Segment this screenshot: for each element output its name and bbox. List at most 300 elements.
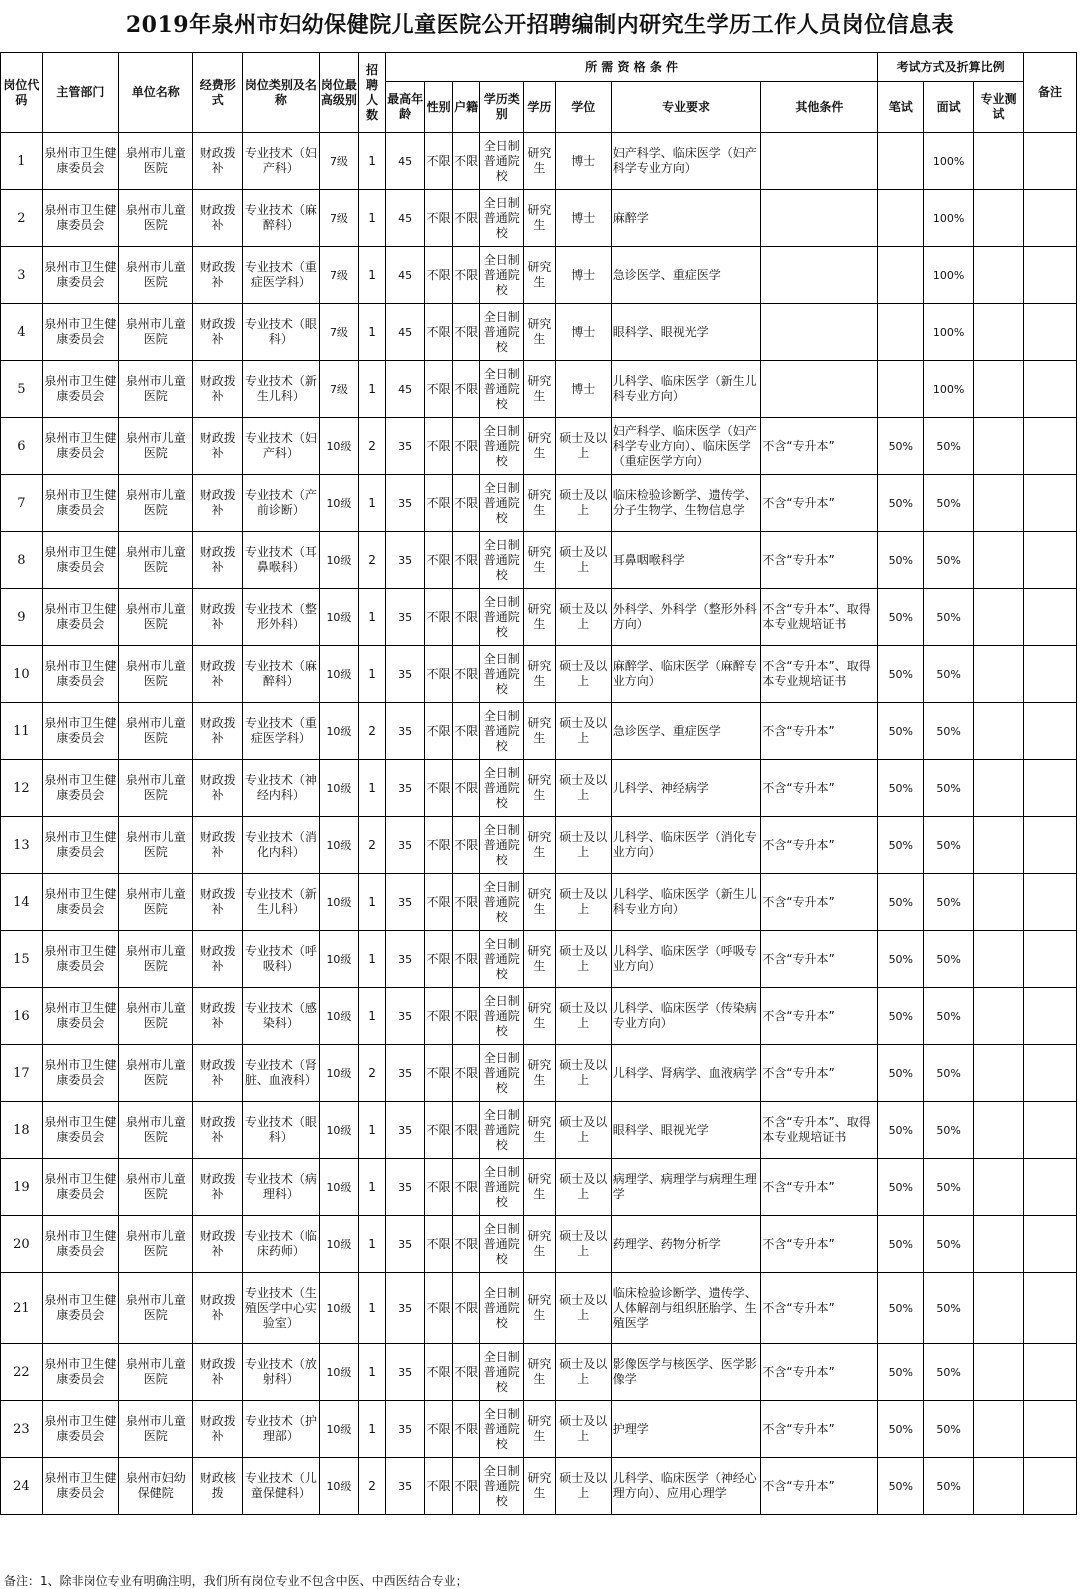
cell-post-code: 11	[1, 703, 43, 760]
cell-degree: 硕士及以上	[555, 1458, 611, 1515]
cell-post-name: 专业技术（新生儿科）	[243, 361, 319, 418]
cell-written-ratio: 50%	[878, 1401, 924, 1458]
cell-hire-count: 1	[359, 1216, 385, 1273]
cell-edu-type: 全日制普通院校	[480, 1273, 524, 1344]
table-row	[1, 418, 1077, 475]
cell-post-name: 专业技术（放射科）	[243, 1344, 319, 1401]
cell-degree: 硕士及以上	[555, 1216, 611, 1273]
cell-hukou: 不限	[452, 760, 479, 817]
cell-remark	[1023, 1045, 1076, 1102]
cell-written-ratio: 50%	[878, 1102, 924, 1159]
cell-edu-type: 全日制普通院校	[480, 361, 524, 418]
cell-written-ratio: 50%	[878, 1045, 924, 1102]
cell-skill-test	[974, 1458, 1024, 1515]
cell-remark	[1023, 646, 1076, 703]
cell-max-level: 7级	[319, 247, 359, 304]
cell-remark	[1023, 760, 1076, 817]
cell-interview-ratio: 50%	[924, 1344, 974, 1401]
cell-education: 研究生	[524, 361, 556, 418]
cell-hire-count: 1	[359, 1159, 385, 1216]
cell-other-conditions: 不含“专升本”	[761, 703, 878, 760]
cell-major: 妇产科学、临床医学（妇产科学专业方向）、临床医学（重症医学方向）	[611, 418, 761, 475]
cell-max-level: 10级	[319, 475, 359, 532]
cell-remark	[1023, 1458, 1076, 1515]
cell-max-level: 7级	[319, 190, 359, 247]
cell-funding: 财政拨补	[193, 589, 243, 646]
cell-degree: 硕士及以上	[555, 589, 611, 646]
cell-interview-ratio: 100%	[924, 247, 974, 304]
table-row	[1, 1159, 1077, 1216]
cell-unit-name: 泉州市儿童医院	[119, 1102, 193, 1159]
cell-funding: 财政拨补	[193, 1045, 243, 1102]
cell-other-conditions	[761, 361, 878, 418]
cell-hukou: 不限	[452, 361, 479, 418]
cell-max-level: 10级	[319, 817, 359, 874]
cell-post-name: 专业技术（妇产科）	[243, 133, 319, 190]
cell-unit-name: 泉州市儿童医院	[119, 1216, 193, 1273]
cell-post-code: 18	[1, 1102, 43, 1159]
col-header-skill-test: 专业测试	[974, 82, 1024, 133]
cell-hukou: 不限	[452, 874, 479, 931]
cell-edu-type: 全日制普通院校	[480, 247, 524, 304]
cell-gender: 不限	[425, 361, 452, 418]
cell-degree: 博士	[555, 247, 611, 304]
cell-written-ratio: 50%	[878, 760, 924, 817]
cell-post-name: 专业技术（耳鼻喉科）	[243, 532, 319, 589]
cell-post-name: 专业技术（儿童保健科）	[243, 1458, 319, 1515]
cell-department: 泉州市卫生健康委员会	[42, 1159, 118, 1216]
cell-funding: 财政拨补	[193, 418, 243, 475]
cell-remark	[1023, 931, 1076, 988]
cell-post-name: 专业技术（重症医学科）	[243, 247, 319, 304]
cell-education: 研究生	[524, 931, 556, 988]
table-row	[1, 931, 1077, 988]
cell-post-code: 23	[1, 1401, 43, 1458]
cell-department: 泉州市卫生健康委员会	[42, 1102, 118, 1159]
cell-major: 儿科学、临床医学（神经心理方向）、应用心理学	[611, 1458, 761, 1515]
cell-department: 泉州市卫生健康委员会	[42, 1458, 118, 1515]
cell-department: 泉州市卫生健康委员会	[42, 1045, 118, 1102]
cell-funding: 财政拨补	[193, 703, 243, 760]
cell-funding: 财政拨补	[193, 1344, 243, 1401]
cell-max-age: 35	[385, 988, 425, 1045]
cell-unit-name: 泉州市儿童医院	[119, 931, 193, 988]
cell-major: 临床检验诊断学、遗传学、人体解剖与组织胚胎学、生殖医学	[611, 1273, 761, 1344]
cell-unit-name: 泉州市儿童医院	[119, 1159, 193, 1216]
cell-department: 泉州市卫生健康委员会	[42, 304, 118, 361]
cell-unit-name: 泉州市儿童医院	[119, 361, 193, 418]
cell-hukou: 不限	[452, 1273, 479, 1344]
cell-gender: 不限	[425, 304, 452, 361]
cell-other-conditions: 不含“专升本”	[761, 1401, 878, 1458]
cell-max-age: 35	[385, 1344, 425, 1401]
cell-max-age: 45	[385, 304, 425, 361]
cell-remark	[1023, 418, 1076, 475]
cell-education: 研究生	[524, 1401, 556, 1458]
cell-written-ratio: 50%	[878, 1273, 924, 1344]
cell-department: 泉州市卫生健康委员会	[42, 988, 118, 1045]
cell-max-level: 7级	[319, 133, 359, 190]
cell-gender: 不限	[425, 1401, 452, 1458]
cell-unit-name: 泉州市儿童医院	[119, 475, 193, 532]
cell-gender: 不限	[425, 760, 452, 817]
cell-post-code: 2	[1, 190, 43, 247]
cell-degree: 硕士及以上	[555, 874, 611, 931]
cell-max-age: 45	[385, 247, 425, 304]
col-header-education: 学历	[524, 82, 556, 133]
cell-hukou: 不限	[452, 190, 479, 247]
table-row	[1, 1102, 1077, 1159]
col-group-qualifications: 所 需 资 格 条 件	[385, 53, 878, 82]
cell-interview-ratio: 50%	[924, 817, 974, 874]
cell-post-code: 12	[1, 760, 43, 817]
table-row	[1, 1344, 1077, 1401]
cell-max-level: 10级	[319, 703, 359, 760]
cell-skill-test	[974, 1273, 1024, 1344]
table-row	[1, 1458, 1077, 1515]
cell-gender: 不限	[425, 1045, 452, 1102]
cell-interview-ratio: 100%	[924, 361, 974, 418]
cell-max-age: 35	[385, 1401, 425, 1458]
cell-written-ratio	[878, 190, 924, 247]
cell-hire-count: 1	[359, 190, 385, 247]
cell-edu-type: 全日制普通院校	[480, 418, 524, 475]
cell-max-level: 10级	[319, 931, 359, 988]
cell-other-conditions: 不含“专升本”	[761, 418, 878, 475]
cell-funding: 财政拨补	[193, 1159, 243, 1216]
cell-education: 研究生	[524, 418, 556, 475]
cell-interview-ratio: 50%	[924, 703, 974, 760]
cell-interview-ratio: 50%	[924, 1159, 974, 1216]
cell-written-ratio: 50%	[878, 1216, 924, 1273]
cell-max-age: 35	[385, 589, 425, 646]
cell-skill-test	[974, 304, 1024, 361]
cell-post-code: 7	[1, 475, 43, 532]
cell-funding: 财政拨补	[193, 988, 243, 1045]
cell-edu-type: 全日制普通院校	[480, 817, 524, 874]
cell-interview-ratio: 50%	[924, 1045, 974, 1102]
cell-skill-test	[974, 418, 1024, 475]
cell-education: 研究生	[524, 1159, 556, 1216]
cell-gender: 不限	[425, 931, 452, 988]
cell-interview-ratio: 50%	[924, 760, 974, 817]
cell-department: 泉州市卫生健康委员会	[42, 1401, 118, 1458]
cell-post-name: 专业技术（消化内科）	[243, 817, 319, 874]
col-header-gender: 性别	[425, 82, 452, 133]
cell-gender: 不限	[425, 475, 452, 532]
cell-edu-type: 全日制普通院校	[480, 874, 524, 931]
table-body	[1, 133, 1077, 1515]
col-header-degree: 学位	[555, 82, 611, 133]
table-row	[1, 475, 1077, 532]
cell-max-age: 35	[385, 532, 425, 589]
cell-funding: 财政拨补	[193, 931, 243, 988]
cell-post-name: 专业技术（重症医学科）	[243, 703, 319, 760]
cell-max-age: 35	[385, 760, 425, 817]
cell-post-name: 专业技术（产前诊断）	[243, 475, 319, 532]
cell-written-ratio: 50%	[878, 988, 924, 1045]
cell-hukou: 不限	[452, 304, 479, 361]
cell-degree: 硕士及以上	[555, 475, 611, 532]
cell-skill-test	[974, 589, 1024, 646]
cell-post-code: 22	[1, 1344, 43, 1401]
cell-skill-test	[974, 874, 1024, 931]
cell-written-ratio: 50%	[878, 1458, 924, 1515]
cell-hukou: 不限	[452, 703, 479, 760]
cell-gender: 不限	[425, 418, 452, 475]
table-row	[1, 1045, 1077, 1102]
cell-education: 研究生	[524, 589, 556, 646]
cell-unit-name: 泉州市儿童医院	[119, 532, 193, 589]
cell-edu-type: 全日制普通院校	[480, 760, 524, 817]
cell-max-level: 10级	[319, 646, 359, 703]
cell-interview-ratio: 50%	[924, 931, 974, 988]
cell-remark	[1023, 475, 1076, 532]
cell-gender: 不限	[425, 874, 452, 931]
cell-gender: 不限	[425, 133, 452, 190]
cell-other-conditions: 不含“专升本”	[761, 931, 878, 988]
cell-skill-test	[974, 475, 1024, 532]
cell-gender: 不限	[425, 1458, 452, 1515]
table-row	[1, 703, 1077, 760]
cell-written-ratio	[878, 133, 924, 190]
cell-written-ratio: 50%	[878, 646, 924, 703]
cell-remark	[1023, 247, 1076, 304]
cell-post-code: 19	[1, 1159, 43, 1216]
cell-written-ratio: 50%	[878, 1159, 924, 1216]
cell-hukou: 不限	[452, 1401, 479, 1458]
cell-other-conditions: 不含“专升本”	[761, 817, 878, 874]
col-header-code: 岗位代码	[1, 53, 43, 133]
cell-hire-count: 1	[359, 304, 385, 361]
cell-edu-type: 全日制普通院校	[480, 931, 524, 988]
cell-post-name: 专业技术（妇产科）	[243, 418, 319, 475]
cell-post-code: 24	[1, 1458, 43, 1515]
cell-post-code: 13	[1, 817, 43, 874]
cell-hukou: 不限	[452, 1045, 479, 1102]
cell-hire-count: 1	[359, 475, 385, 532]
cell-other-conditions: 不含“专升本”	[761, 874, 878, 931]
cell-education: 研究生	[524, 988, 556, 1045]
cell-education: 研究生	[524, 1216, 556, 1273]
col-header-dept: 主管部门	[42, 53, 118, 133]
cell-written-ratio	[878, 247, 924, 304]
cell-unit-name: 泉州市妇幼保健院	[119, 1458, 193, 1515]
cell-degree: 硕士及以上	[555, 760, 611, 817]
cell-remark	[1023, 1216, 1076, 1273]
cell-post-code: 6	[1, 418, 43, 475]
cell-max-age: 45	[385, 190, 425, 247]
cell-funding: 财政拨补	[193, 1273, 243, 1344]
cell-skill-test	[974, 190, 1024, 247]
cell-skill-test	[974, 1045, 1024, 1102]
cell-funding: 财政拨补	[193, 532, 243, 589]
cell-max-level: 10级	[319, 988, 359, 1045]
cell-hukou: 不限	[452, 418, 479, 475]
cell-other-conditions: 不含“专升本”	[761, 1273, 878, 1344]
cell-funding: 财政拨补	[193, 133, 243, 190]
cell-other-conditions: 不含“专升本”	[761, 532, 878, 589]
cell-major: 外科学、外科学（整形外科方向）	[611, 589, 761, 646]
cell-post-code: 1	[1, 133, 43, 190]
cell-hire-count: 1	[359, 646, 385, 703]
page-title: 2019年泉州市妇幼保健院儿童医院公开招聘编制内研究生学历工作人员岗位信息表	[125, 12, 955, 38]
cell-interview-ratio: 50%	[924, 532, 974, 589]
cell-unit-name: 泉州市儿童医院	[119, 133, 193, 190]
cell-major: 麻醉学、临床医学（麻醉专业方向）	[611, 646, 761, 703]
cell-department: 泉州市卫生健康委员会	[42, 361, 118, 418]
cell-interview-ratio: 100%	[924, 133, 974, 190]
cell-hire-count: 2	[359, 532, 385, 589]
cell-hire-count: 2	[359, 817, 385, 874]
cell-unit-name: 泉州市儿童医院	[119, 817, 193, 874]
cell-skill-test	[974, 1344, 1024, 1401]
cell-major: 临床检验诊断学、遗传学、分子生物学、生物信息学	[611, 475, 761, 532]
cell-education: 研究生	[524, 646, 556, 703]
cell-edu-type: 全日制普通院校	[480, 1401, 524, 1458]
cell-edu-type: 全日制普通院校	[480, 475, 524, 532]
cell-hire-count: 1	[359, 874, 385, 931]
cell-max-level: 10级	[319, 1401, 359, 1458]
cell-funding: 财政拨补	[193, 1216, 243, 1273]
cell-max-level: 10级	[319, 874, 359, 931]
cell-unit-name: 泉州市儿童医院	[119, 874, 193, 931]
cell-max-age: 35	[385, 418, 425, 475]
cell-interview-ratio: 50%	[924, 475, 974, 532]
cell-major: 妇产科学、临床医学（妇产科学专业方向）	[611, 133, 761, 190]
cell-major: 儿科学、神经病学	[611, 760, 761, 817]
cell-funding: 财政拨补	[193, 361, 243, 418]
cell-edu-type: 全日制普通院校	[480, 133, 524, 190]
cell-major: 麻醉学	[611, 190, 761, 247]
cell-remark	[1023, 361, 1076, 418]
cell-post-name: 专业技术（整形外科）	[243, 589, 319, 646]
cell-max-age: 35	[385, 475, 425, 532]
cell-department: 泉州市卫生健康委员会	[42, 190, 118, 247]
cell-major: 耳鼻咽喉科学	[611, 532, 761, 589]
cell-gender: 不限	[425, 646, 452, 703]
cell-education: 研究生	[524, 532, 556, 589]
cell-major: 病理学、病理学与病理生理学	[611, 1159, 761, 1216]
cell-max-level: 10级	[319, 1159, 359, 1216]
table-row	[1, 646, 1077, 703]
cell-department: 泉州市卫生健康委员会	[42, 247, 118, 304]
cell-education: 研究生	[524, 304, 556, 361]
cell-education: 研究生	[524, 1273, 556, 1344]
cell-max-age: 35	[385, 874, 425, 931]
col-header-other: 其他条件	[761, 82, 878, 133]
cell-edu-type: 全日制普通院校	[480, 646, 524, 703]
table-row	[1, 1401, 1077, 1458]
col-header-written: 笔试	[878, 82, 924, 133]
cell-funding: 财政拨补	[193, 760, 243, 817]
cell-edu-type: 全日制普通院校	[480, 1344, 524, 1401]
cell-department: 泉州市卫生健康委员会	[42, 703, 118, 760]
cell-post-code: 21	[1, 1273, 43, 1344]
cell-hukou: 不限	[452, 988, 479, 1045]
cell-unit-name: 泉州市儿童医院	[119, 190, 193, 247]
cell-other-conditions: 不含“专升本”	[761, 1159, 878, 1216]
cell-interview-ratio: 50%	[924, 1216, 974, 1273]
cell-remark	[1023, 874, 1076, 931]
cell-major: 儿科学、肾病学、血液病学	[611, 1045, 761, 1102]
cell-degree: 硕士及以上	[555, 817, 611, 874]
cell-education: 研究生	[524, 1102, 556, 1159]
cell-department: 泉州市卫生健康委员会	[42, 475, 118, 532]
cell-other-conditions: 不含“专升本”	[761, 475, 878, 532]
cell-major: 儿科学、临床医学（呼吸专业方向）	[611, 931, 761, 988]
cell-unit-name: 泉州市儿童医院	[119, 1344, 193, 1401]
cell-hukou: 不限	[452, 1458, 479, 1515]
cell-unit-name: 泉州市儿童医院	[119, 247, 193, 304]
cell-department: 泉州市卫生健康委员会	[42, 1273, 118, 1344]
cell-education: 研究生	[524, 133, 556, 190]
cell-hire-count: 1	[359, 1102, 385, 1159]
cell-interview-ratio: 50%	[924, 1102, 974, 1159]
table-row	[1, 760, 1077, 817]
cell-edu-type: 全日制普通院校	[480, 1102, 524, 1159]
cell-hukou: 不限	[452, 1159, 479, 1216]
cell-written-ratio: 50%	[878, 931, 924, 988]
col-header-hukou: 户籍	[452, 82, 479, 133]
cell-gender: 不限	[425, 703, 452, 760]
cell-post-name: 专业技术（眼科）	[243, 1102, 319, 1159]
cell-skill-test	[974, 532, 1024, 589]
cell-post-name: 专业技术（临床药师）	[243, 1216, 319, 1273]
cell-max-age: 35	[385, 1216, 425, 1273]
cell-max-age: 35	[385, 646, 425, 703]
cell-hukou: 不限	[452, 931, 479, 988]
cell-hukou: 不限	[452, 532, 479, 589]
cell-skill-test	[974, 817, 1024, 874]
cell-post-code: 16	[1, 988, 43, 1045]
cell-major: 儿科学、临床医学（传染病专业方向）	[611, 988, 761, 1045]
cell-degree: 博士	[555, 304, 611, 361]
col-group-exam: 考试方式及折算比例	[878, 53, 1024, 82]
cell-interview-ratio: 50%	[924, 874, 974, 931]
cell-max-age: 45	[385, 133, 425, 190]
cell-department: 泉州市卫生健康委员会	[42, 760, 118, 817]
cell-max-age: 35	[385, 817, 425, 874]
cell-hukou: 不限	[452, 133, 479, 190]
cell-max-level: 7级	[319, 304, 359, 361]
cell-max-age: 45	[385, 361, 425, 418]
cell-hire-count: 1	[359, 589, 385, 646]
cell-post-code: 8	[1, 532, 43, 589]
cell-edu-type: 全日制普通院校	[480, 1045, 524, 1102]
cell-education: 研究生	[524, 760, 556, 817]
cell-other-conditions	[761, 133, 878, 190]
cell-degree: 硕士及以上	[555, 418, 611, 475]
cell-degree: 博士	[555, 133, 611, 190]
cell-remark	[1023, 988, 1076, 1045]
cell-edu-type: 全日制普通院校	[480, 532, 524, 589]
table-row	[1, 361, 1077, 418]
cell-skill-test	[974, 646, 1024, 703]
col-header-category: 岗位类别及名称	[243, 53, 319, 133]
cell-department: 泉州市卫生健康委员会	[42, 874, 118, 931]
cell-degree: 博士	[555, 361, 611, 418]
cell-post-code: 20	[1, 1216, 43, 1273]
cell-edu-type: 全日制普通院校	[480, 589, 524, 646]
cell-max-level: 10级	[319, 1102, 359, 1159]
cell-interview-ratio: 50%	[924, 988, 974, 1045]
cell-max-age: 35	[385, 703, 425, 760]
cell-other-conditions: 不含“专升本”	[761, 1344, 878, 1401]
recruitment-table	[0, 52, 1077, 1515]
cell-unit-name: 泉州市儿童医院	[119, 418, 193, 475]
cell-interview-ratio: 50%	[924, 1273, 974, 1344]
